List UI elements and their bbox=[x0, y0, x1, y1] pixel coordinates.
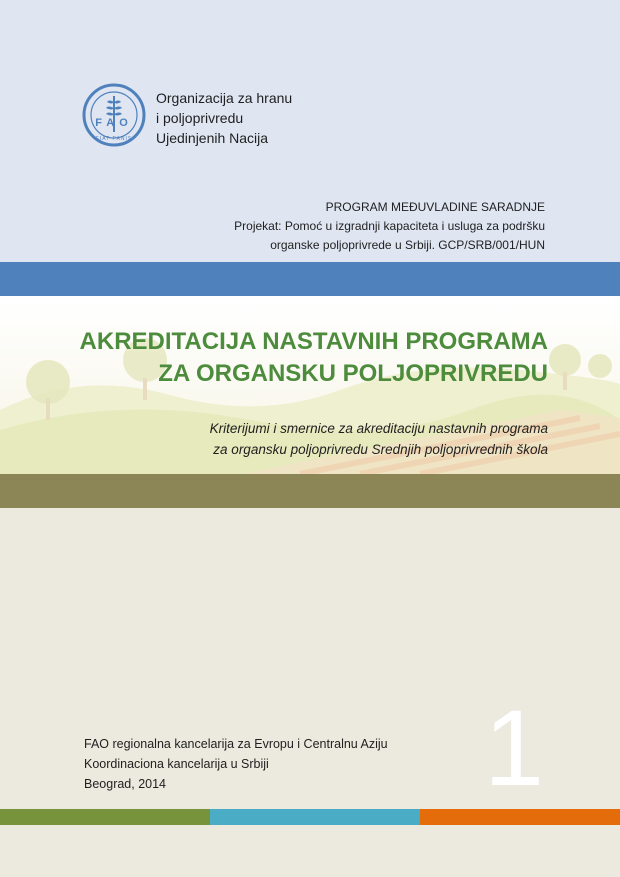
organization-name bbox=[156, 88, 292, 148]
stripe-teal bbox=[210, 809, 420, 825]
subtitle-line: Kriterijumi i smernice za akreditaciju nastavnih programa bbox=[209, 421, 548, 436]
org-line: i poljoprivredu bbox=[156, 110, 244, 126]
document-title bbox=[80, 326, 548, 390]
blue-band bbox=[0, 262, 620, 296]
stripe-orange bbox=[420, 809, 620, 825]
program-line: organske poljoprivrede u Srbiji. GCP/SRB/001/HUN bbox=[270, 238, 545, 252]
document-subtitle bbox=[210, 418, 548, 460]
bottom-margin bbox=[0, 825, 620, 877]
olive-band bbox=[0, 474, 620, 508]
office-line: Koordinaciona kancelarija u Srbiji bbox=[84, 757, 269, 771]
org-line: Organizacija za hranu bbox=[156, 90, 293, 106]
office-line: FAO regionalna kancelarija za Evropu i Centralnu Aziju bbox=[84, 737, 388, 751]
logo-motto: FIAT PANIS bbox=[95, 136, 133, 142]
title-line: AKREDITACIJA NASTAVNIH PROGRAMA bbox=[79, 328, 548, 355]
subtitle-line: za organsku poljoprivredu Srednjih poljoprivrednih škola bbox=[213, 442, 548, 457]
org-line: Ujedinjenih Nacija bbox=[156, 130, 269, 146]
office-info bbox=[84, 734, 388, 794]
logo-letters: FAO bbox=[95, 117, 133, 129]
program-line: Projekat: Pomoć u izgradnji kapaciteta i usluga za podršku bbox=[234, 219, 545, 233]
title-line: ZA ORGANSKU POLJOPRIVREDU bbox=[158, 360, 548, 387]
program-line: PROGRAM MEĐUVLADINE SARADNJE bbox=[325, 200, 545, 214]
stripe-green bbox=[0, 809, 210, 825]
program-info bbox=[234, 198, 545, 255]
fao-logo-icon bbox=[81, 82, 147, 148]
volume-number: 1 bbox=[484, 687, 545, 808]
office-line: Beograd, 2014 bbox=[84, 777, 167, 791]
